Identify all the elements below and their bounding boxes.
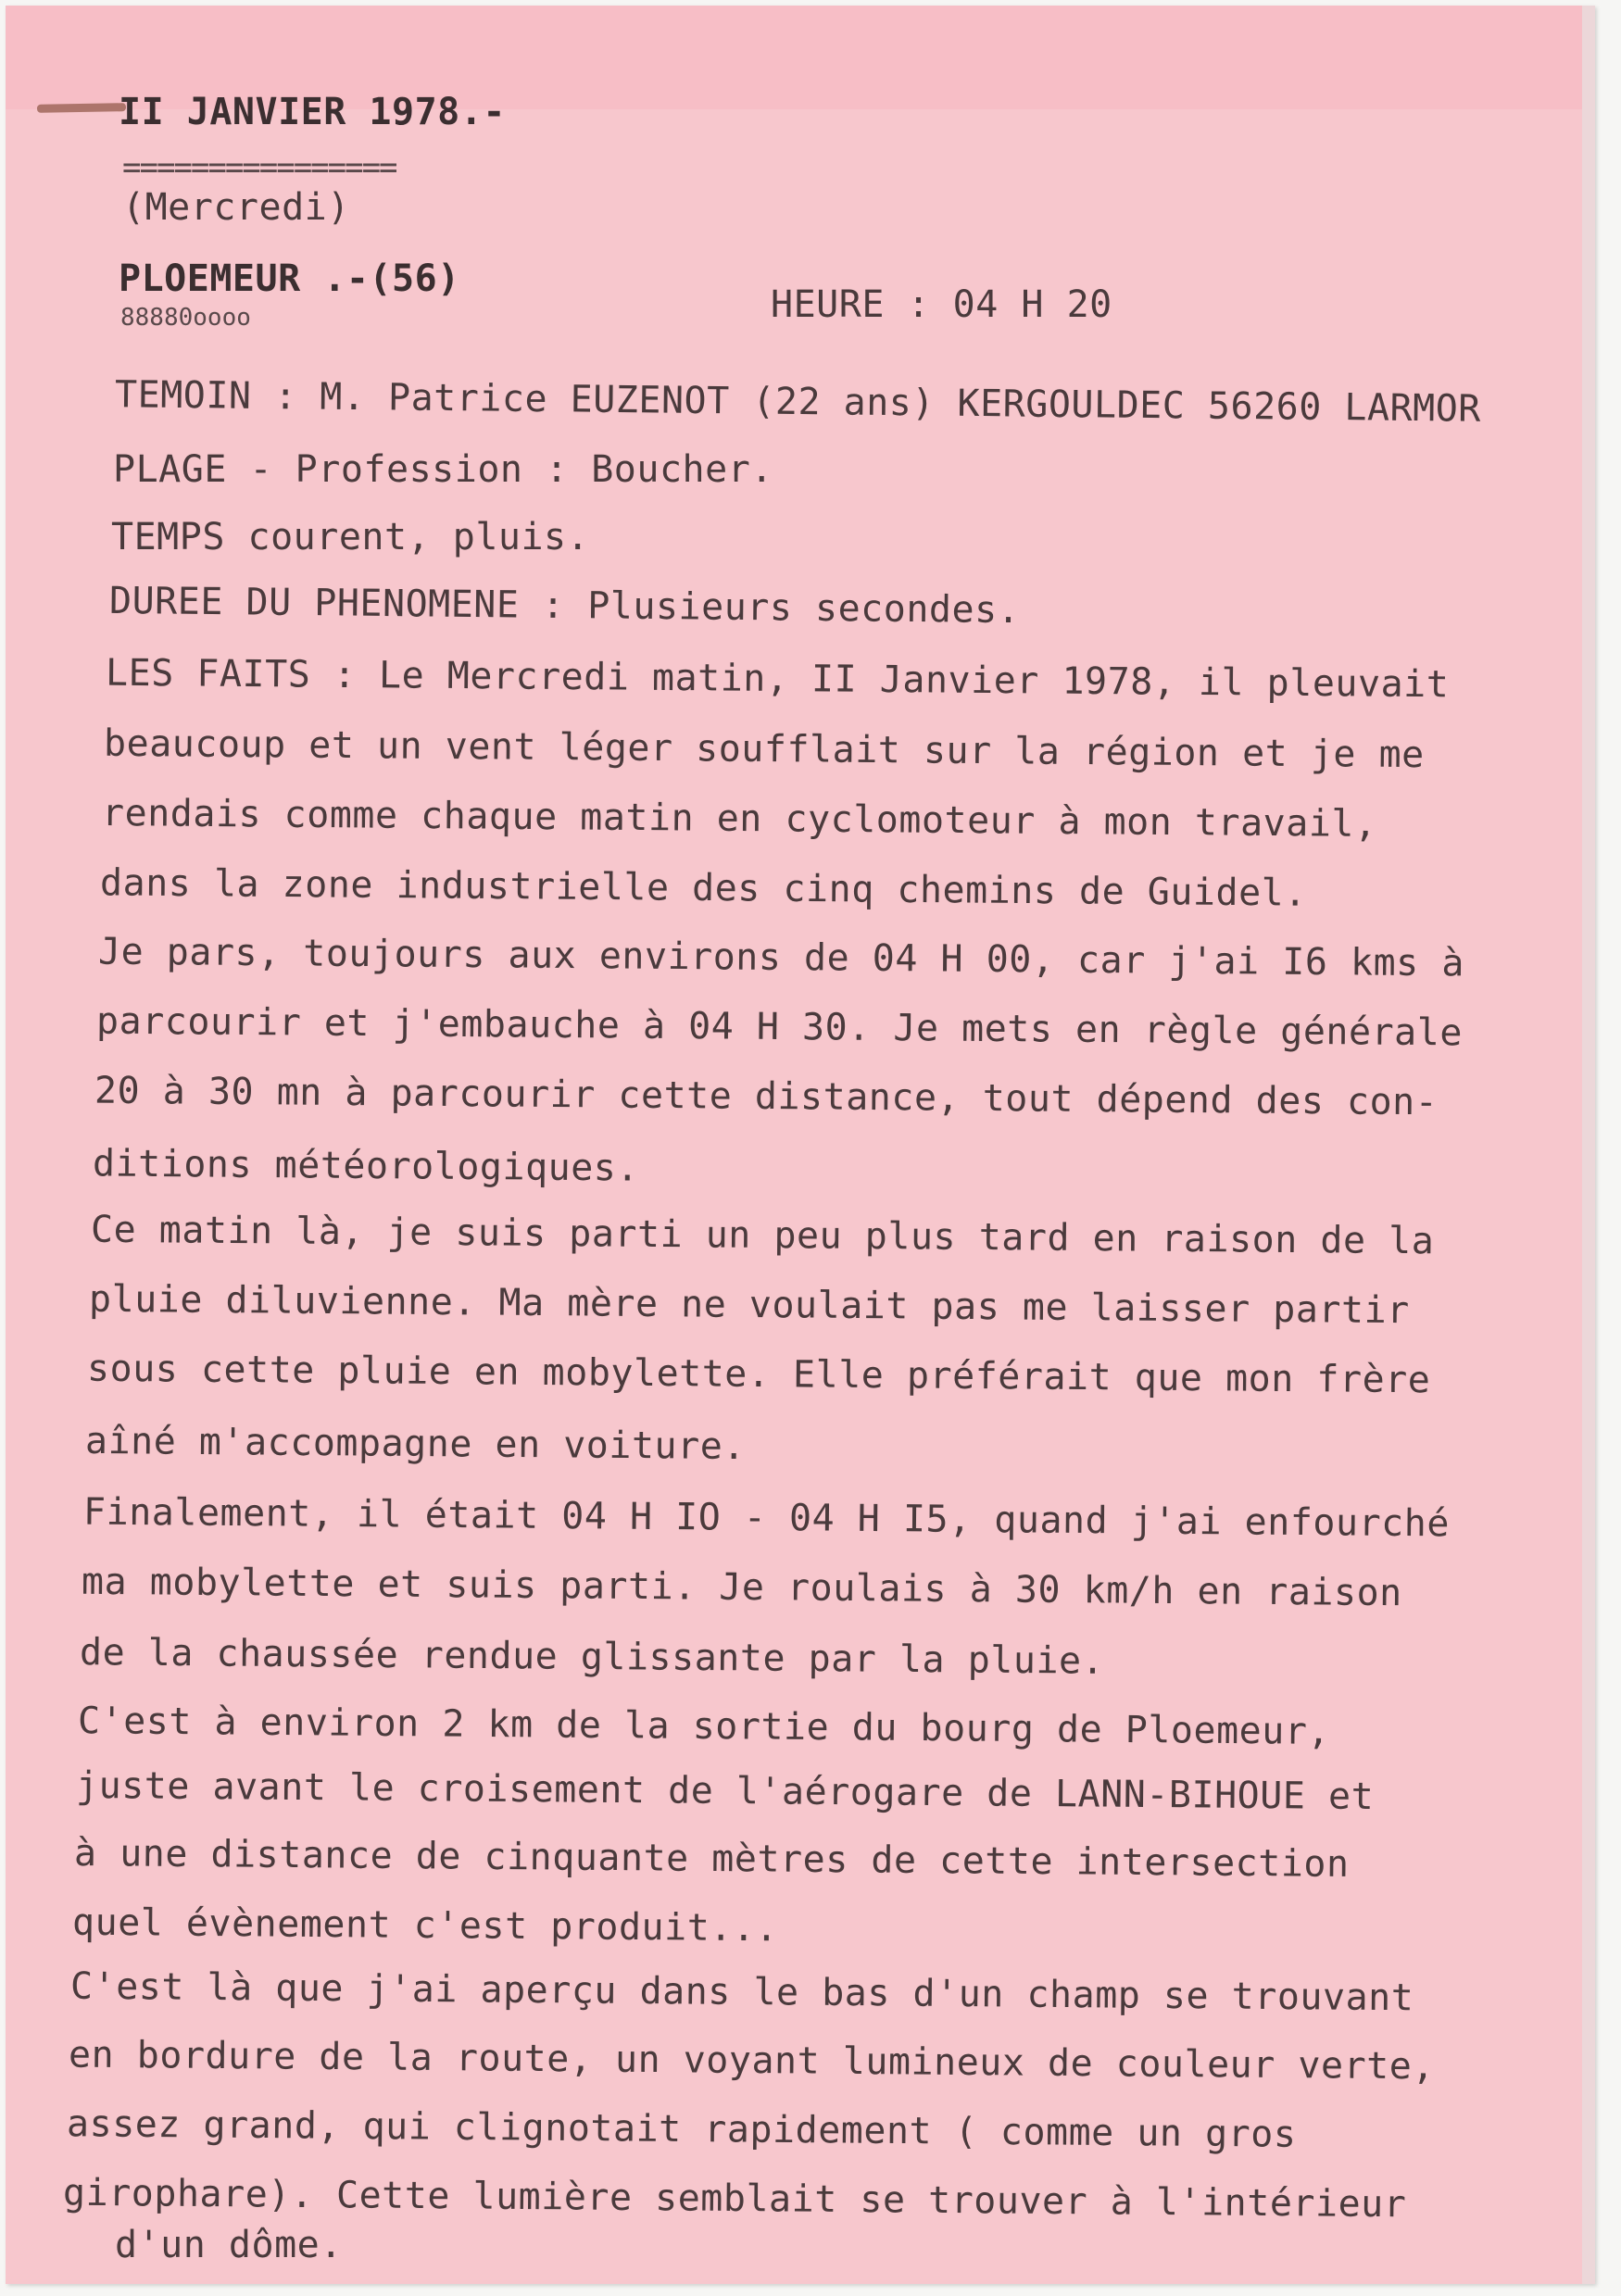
text-line: LES FAITS : Le Mercredi matin, II Janvier 1978, il pleuvait bbox=[105, 651, 1450, 707]
place-name: PLOEMEUR .-(56) bbox=[119, 257, 460, 300]
text-line: Ce matin là, je suis parti un peu plus tard en raison de la bbox=[90, 1208, 1435, 1263]
right-paper-edge bbox=[1582, 6, 1595, 2284]
report-time: HEURE : 04 H 20 bbox=[771, 283, 1112, 326]
text-line: C'est là que j'ai aperçu dans le bas d'un champ se trouvant bbox=[69, 1964, 1414, 2020]
text-line: en bordure de la route, un voyant lumineux de couleur verte, bbox=[68, 2033, 1436, 2089]
text-line: ma mobylette et suis parti. Je roulais à 30 km/h en raison bbox=[81, 1560, 1402, 1615]
text-line: girophare). Cette lumière semblait se trouver à l'intérieur bbox=[62, 2171, 1407, 2227]
date-underline: ================ bbox=[122, 149, 396, 186]
text-line: C'est à environ 2 km de la sortie du bourg de Ploemeur, bbox=[77, 1700, 1331, 1753]
text-line: TEMOIN : M. Patrice EUZENOT (22 ans) KERGOULDEC 56260 LARMOR bbox=[114, 373, 1482, 431]
text-line: TEMPS courent, pluis. bbox=[111, 516, 590, 558]
text-line: parcourir et j'embauche à 04 H 30. Je mets en règle générale bbox=[95, 999, 1464, 1055]
text-line: assez grand, qui clignotait rapidement ( comme un gros bbox=[66, 2102, 1297, 2156]
text-line: aîné m'accompagne en voiture. bbox=[84, 1419, 747, 1469]
text-line: PLAGE - Profession : Boucher. bbox=[113, 448, 773, 491]
text-line: DUREE DU PHENOMENE : Plusieurs secondes. bbox=[108, 579, 1021, 633]
text-line: dans la zone industrielle des cinq chemins de Guidel. bbox=[99, 861, 1308, 915]
place-underline: 88880oooo bbox=[120, 304, 251, 332]
weekday: (Mercredi) bbox=[122, 186, 350, 229]
text-line: d'un dôme. bbox=[115, 2224, 343, 2266]
text-line: pluie diluvienne. Ma mère ne voulait pas me laisser partir bbox=[88, 1277, 1410, 1333]
text-line: Je pars, toujours aux environs de 04 H 00, car j'ai I6 kms à bbox=[97, 930, 1465, 985]
text-line: sous cette pluie en mobylette. Elle préférait que mon frère bbox=[86, 1347, 1431, 1402]
text-line: beaucoup et un vent léger soufflait sur la région et je me bbox=[103, 721, 1425, 777]
text-line: quel évènement c'est produit... bbox=[71, 1901, 779, 1951]
text-line: 20 à 30 mn à parcourir cette distance, tout dépend des con- bbox=[94, 1069, 1439, 1124]
text-line: juste avant le croisement de l'aérogare de LANN-BIHOUE et bbox=[75, 1763, 1375, 1819]
text-line: Finalement, il était 04 H IO - 04 H I5, quand j'ai enfourché bbox=[82, 1490, 1451, 1546]
text-line: à une distance de cinquante mètres de cette intersection bbox=[73, 1831, 1350, 1887]
text-line: rendais comme chaque matin en cyclomoteur à mon travail, bbox=[101, 791, 1377, 847]
report-date: II JANVIER 1978.- bbox=[119, 91, 506, 133]
pen-stroke-mark bbox=[37, 103, 126, 113]
text-line: ditions météorologiques. bbox=[92, 1142, 640, 1190]
typed-page bbox=[6, 6, 1595, 2284]
text-line: de la chaussée rendue glissante par la pluie. bbox=[79, 1631, 1105, 1683]
